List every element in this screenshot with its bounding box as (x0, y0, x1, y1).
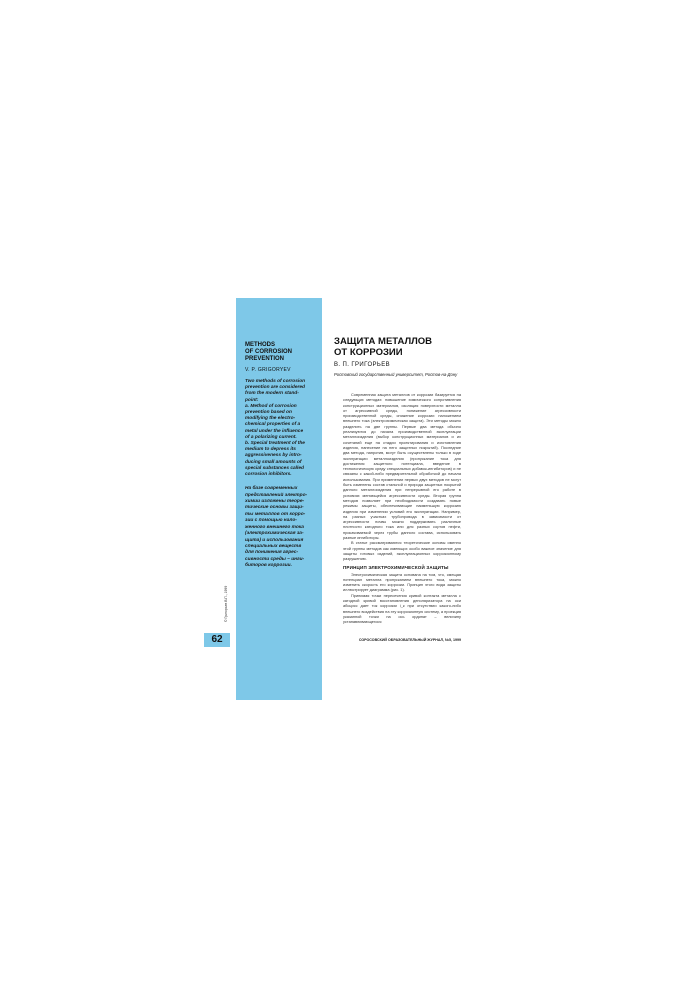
copyright-note: © Григорьев В.П., 1999 (224, 585, 228, 622)
page-number: 62 (204, 633, 230, 647)
body-paragraph: Электрохимическая защита основана на том, что, смещая потенциал металла пропусканием внешнего тока, можно изменить скорость его коррозии. Принцип этого вида защиты иллюстрирует диаграмма (рис. 1). (343, 571, 461, 593)
article-body (343, 392, 461, 624)
article-author: В. П. ГРИГОРЬЕВ (334, 362, 391, 368)
english-author: V. P. GRIGORYEV (245, 367, 291, 373)
russian-abstract: На базе современных представлений электро- химии изложены теоре- тические основы защи- ты металлов от корро- зии с помощью нало- женного внешнего тока (электрохимическая за- щита) и использования специальных веществ для понижения агрес- сивности среды – инги- биторов коррозии. (245, 486, 308, 569)
english-title: METHODS OF CORROSION PREVENTION (245, 342, 293, 362)
body-paragraph: Принимая точки пересечения кривой контакта металла с катодной кривой восстановления деполяризатора на оси абсцисс дает ток коррозии i_к при отсутствии какого-либо внешнего воздействия на эту коррозионную систему, а проекция указанной точки на ось ординат – величину устанавливающегося (343, 592, 461, 625)
sidebar-content (245, 342, 317, 570)
body-paragraph: В статье рассматриваются теоретические основы именно этой группы методов как имеющих особо важное значение для защиты готовых изделий, эксплуатационных коррозионному разрушению. (343, 540, 461, 562)
author-affiliation: Ростовский государственный университет, Ростов-на-Дону (334, 372, 458, 377)
journal-footer: СОРОСОВСКИЙ ОБРАЗОВАТЕЛЬНЫЙ ЖУРНАЛ, №5, 1999 (358, 638, 461, 642)
sidebar-panel (236, 298, 322, 700)
english-abstract: Two methods of corrosion prevention are considered from the modern stand- point: a. Method of corrosion prevention based on modifying the electro- chemical properties of a metal under the influence of a polarizing current. b. Special treatment of the medium to depress its aggressiveness by intro- ducing small amounts of special substances called corrosion inhibitors. (245, 379, 306, 478)
section-heading: ПРИНЦИП ЭЛЕКТРОХИМИЧЕСКОЙ ЗАЩИТЫ (343, 564, 449, 570)
body-paragraph: Современная защита металлов от коррозии базируется на следующих методах: повышение химического сопротивления конструкционных материалов, изоляция поверхности металла от агрессивной среды, понижение агрессивности производственной среды, снижение коррозии наложением внешнего тока (электрохимическая защита). Эти методы можно разделить на две группы. Первые два метода обычно реализуются до начала производственной эксплуатации металлоизделия (выбор конструкционных материалов и их сочетаний еще на стадии проектирования и изготовления изделия, нанесение на него защитных покрытий). Последние два метода, напротив, могут быть осуществлены только в ходе эксплуатации металлоизделия (пропускание тока для достижения защитного потенциала, введение в технологическую среду специальных добавок-ингибиторов) и не связаны с какой-либо предварительной обработкой до начала использования. При применении первых двух методов не могут быть изменены состав стальной и природа защитных покрытий данного металлоизделия при непрерывной его работе в условиях меняющейся агрессивности среды. Вторая группа методов позволяет при необходимости создавать новые режимы защиты, обеспечивающие наименьшую коррозию изделия при изменении условий его эксплуатации. Например, на разных участках трубопровода в зависимости от агрессивности почвы можно поддерживать различные плотности катодного тока или для разных сортов нефти, прокачиваемой через трубы данного состава, использовать разные ингибиторы. (343, 392, 461, 541)
article-title: ЗАЩИТА МЕТАЛЛОВ ОТ КОРРОЗИИ (334, 336, 433, 358)
